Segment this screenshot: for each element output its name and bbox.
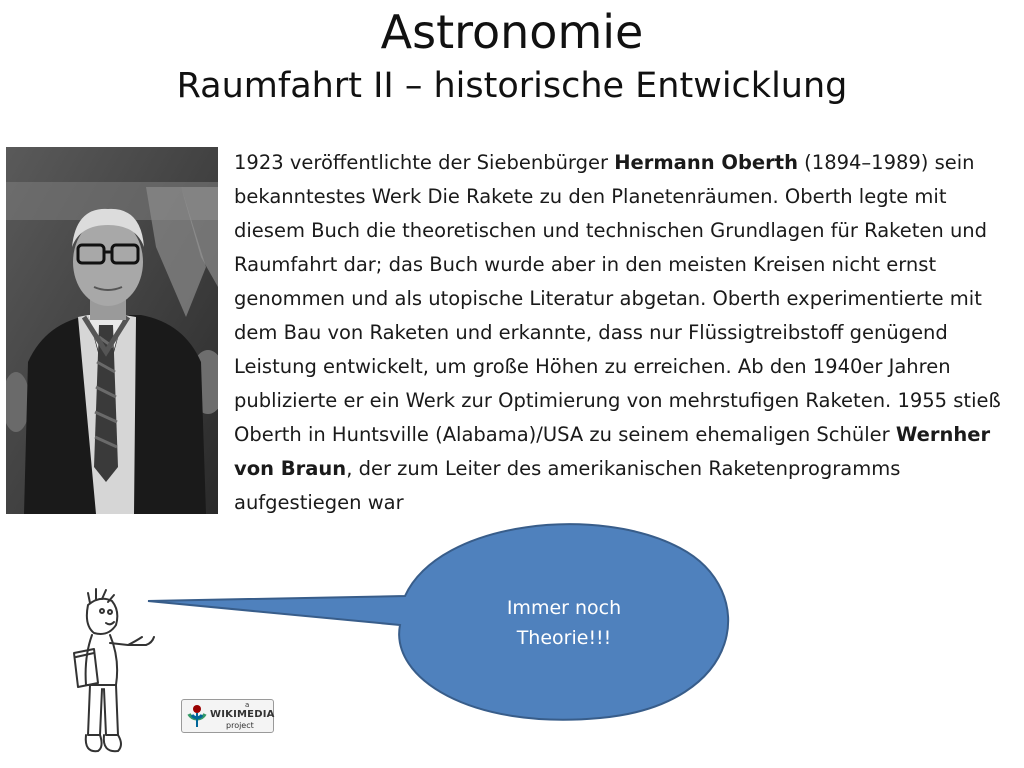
wikimedia-project: project bbox=[226, 721, 254, 730]
body-text-2: (1894–1989) sein bekanntestes Werk Die Rakete zu den Planetenräumen. Oberth legte mit diesem Buch die theoretischen und technischen Grundlagen für Raketen und Raumfahrt dar; das Buch wurde aber in den meisten Kreisen nicht ernst genommen und als utopische Literatur abgetan. Oberth experimentierte mit dem Bau von Raketen und erkannte, dass nur Flüssigtreibstoff genügend Leistung entwickelt, um große Höhen zu erreichen. Ab den 1940er Jahren publizierte er ein Werk zur Optimierung von mehrstufigen Raketen. 1955 stieß Oberth in Huntsville (Alabama)/USA zu seinem ehemaligen Schüler bbox=[234, 151, 1001, 446]
speech-line-1: Immer noch bbox=[506, 597, 622, 619]
slide-subtitle: Raumfahrt II – historische Entwicklung bbox=[176, 66, 848, 106]
body-bold-oberth: Hermann Oberth bbox=[614, 151, 798, 174]
slide-title: Astronomie bbox=[380, 5, 644, 59]
cartoon-figure bbox=[60, 585, 160, 765]
wikimedia-name: WIKIMEDIA bbox=[210, 709, 275, 720]
wikimedia-a: a bbox=[245, 701, 250, 709]
speech-bubble-text bbox=[480, 593, 648, 653]
body-bold-braun: Wernher von Braun bbox=[234, 423, 991, 480]
body-text-3: , der zum Leiter des amerikanischen Raketenprogramms aufgestiegen war bbox=[234, 457, 901, 514]
wikimedia-logo[interactable] bbox=[181, 699, 274, 733]
speech-line-2: Theorie!!! bbox=[516, 627, 612, 649]
wikimedia-icon bbox=[186, 704, 208, 728]
body-text-1: 1923 veröffentlichte der Siebenbürger bbox=[234, 151, 615, 174]
